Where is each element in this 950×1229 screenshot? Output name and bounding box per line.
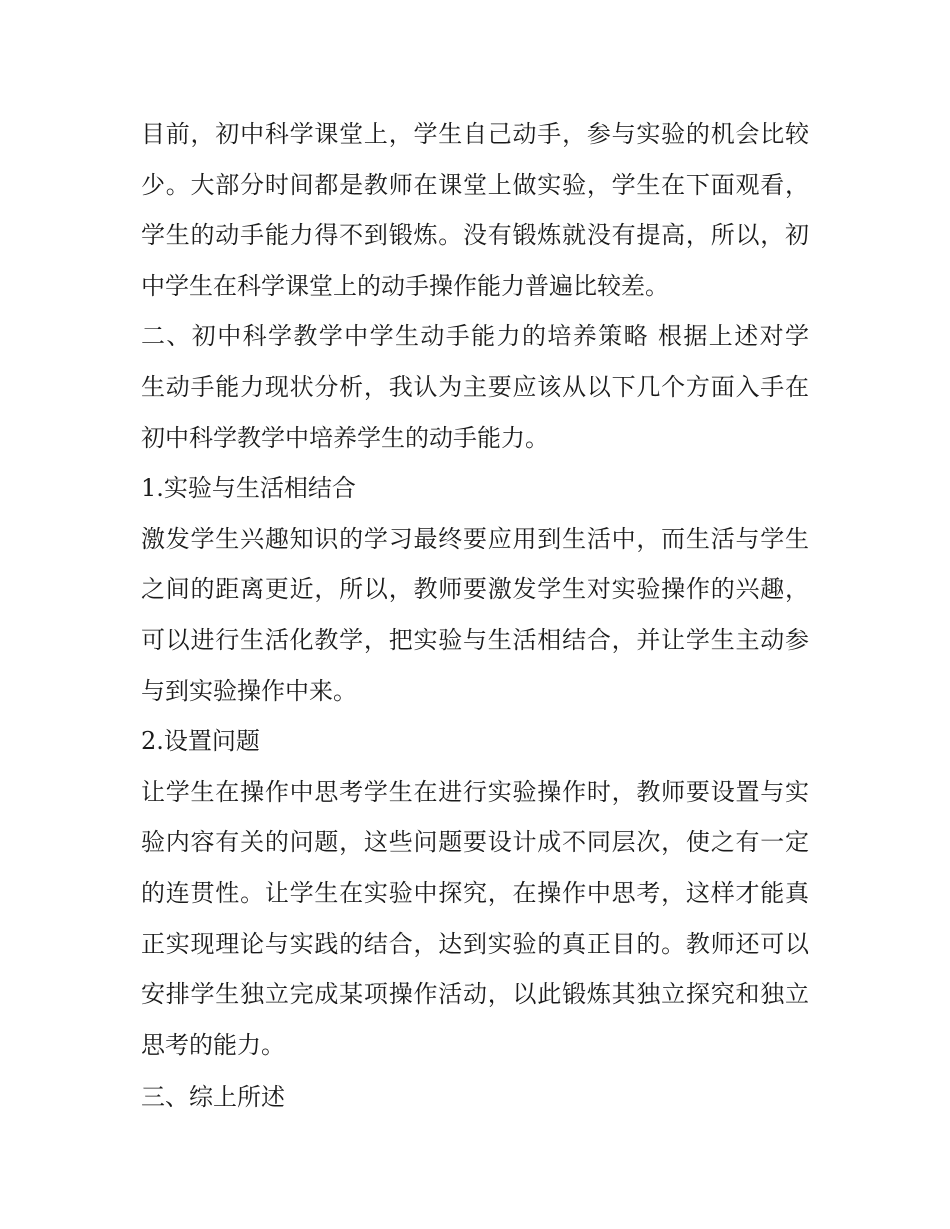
body-text — [141, 109, 821, 1123]
paragraph-line: 正实现理论与实践的结合，达到实验的真正目的。教师还可以 — [141, 929, 809, 958]
paragraph-line: 让学生在操作中思考学生在进行实验操作时，教师要设置与实 — [141, 777, 809, 806]
paragraph-line: 与到实验操作中来。 — [141, 676, 357, 705]
paragraph-line: 安排学生独立完成某项操作活动，以此锻炼其独立探究和独立 — [141, 980, 809, 1009]
paragraph-line: 少。大部分时间都是教师在课堂上做实验，学生在下面观看， — [141, 170, 809, 199]
paragraph-line: 激发学生兴趣知识的学习最终要应用到生活中，而生活与学生 — [141, 524, 809, 553]
section-heading-line: 二、初中科学教学中学生动手能力的培养策略 根据上述对学 — [141, 322, 809, 351]
paragraph-line: 的连贯性。让学生在实验中探究，在操作中思考，这样才能真 — [141, 878, 809, 907]
paragraph-line: 目前，初中科学课堂上，学生自己动手，参与实验的机会比较 — [141, 120, 809, 148]
paragraph-line: 之间的距离更近，所以，教师要激发学生对实验操作的兴趣， — [141, 575, 809, 604]
subheading-set-questions: 2.设置问题 — [141, 727, 260, 756]
paragraph-line: 验内容有关的问题，这些问题要设计成不同层次，使之有一定 — [141, 828, 809, 857]
paragraph-line: 中学生在科学课堂上的动手操作能力普遍比较差。 — [141, 271, 669, 300]
paragraph-line: 生动手能力现状分析，我认为主要应该从以下几个方面入手在 — [141, 372, 809, 401]
paragraph-line: 可以进行生活化教学，把实验与生活相结合，并让学生主动参 — [141, 625, 809, 654]
paragraph-line: 思考的能力。 — [141, 1030, 285, 1059]
paragraph-line: 学生的动手能力得不到锻炼。没有锻炼就没有提高，所以，初 — [141, 221, 809, 250]
subheading-experiment-life: 1.实验与生活相结合 — [141, 474, 356, 503]
paragraph-line: 初中科学教学中培养学生的动手能力。 — [141, 423, 549, 452]
section-heading-summary: 三、综上所述 — [141, 1083, 285, 1112]
